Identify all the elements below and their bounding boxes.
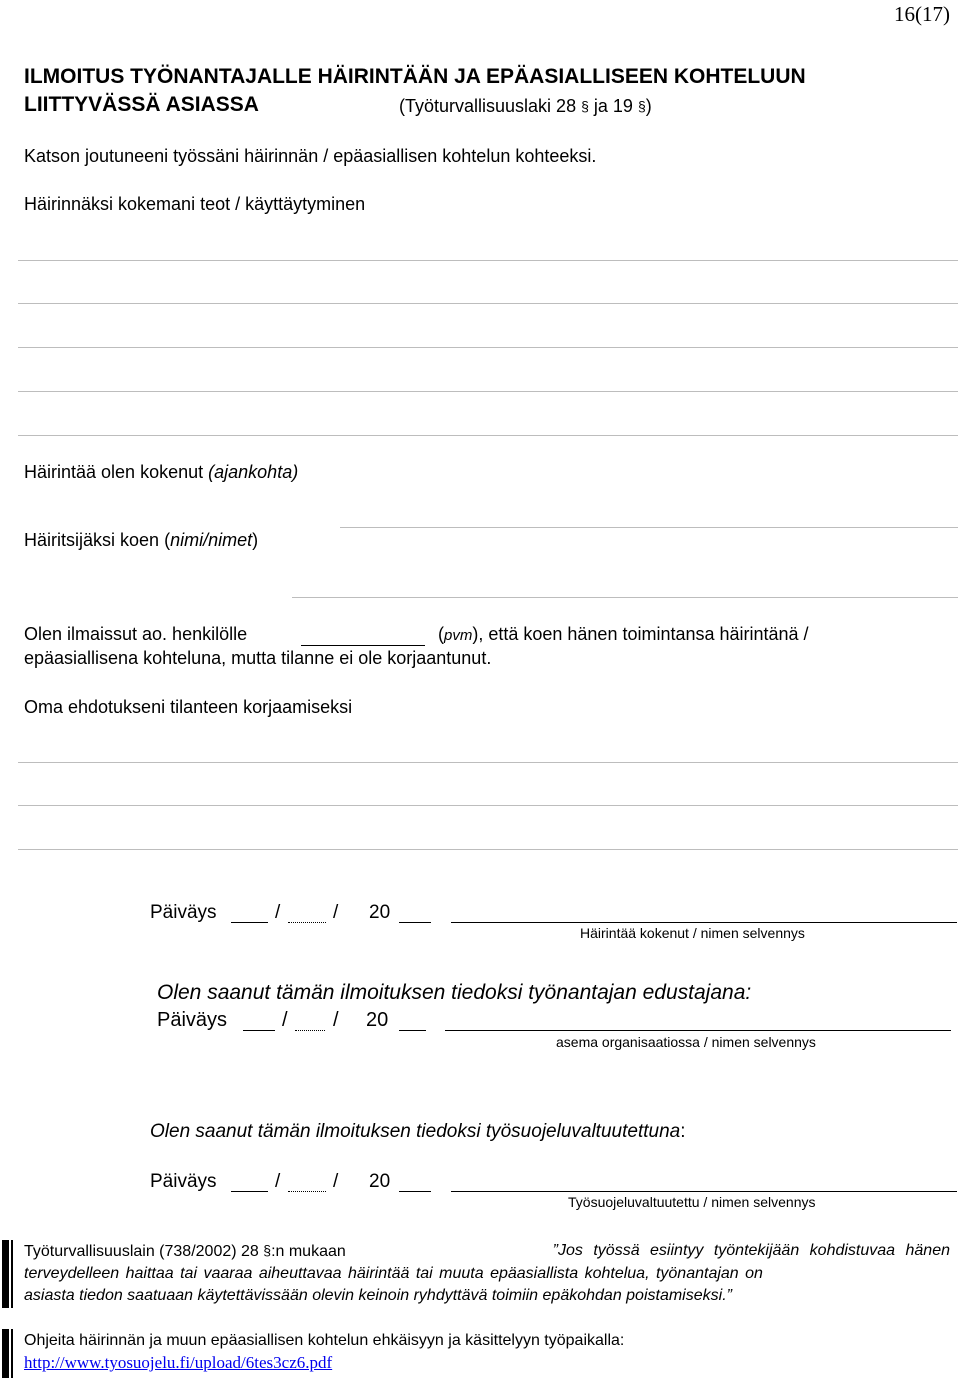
acts-answer-line-4[interactable] <box>18 391 958 392</box>
reported-line1: Olen ilmaissut ao. henkilölle <box>24 624 248 644</box>
law-quote-line2: terveydelleen haittaa tai vaaraa aiheuttavaa häirintää tai muuta epäasiallista kohtelua, työnantajan on <box>24 1265 763 1282</box>
proposal-label: Oma ehdotukseni tilanteen korjaamiseksi <box>24 697 353 717</box>
date-day-field-1[interactable] <box>231 922 268 923</box>
form-title-line2: LIITTYVÄSSÄ ASIASSA <box>24 93 259 116</box>
signature-line-3[interactable] <box>451 1191 957 1192</box>
time-hint: (ajankohta) <box>208 462 299 482</box>
date-year-field-1[interactable] <box>399 922 431 923</box>
employer-ack-text: Olen saanut tämän ilmoituksen tiedoksi työnantajan edustajana: <box>157 981 752 1004</box>
proposal-answer-line-1[interactable] <box>18 762 958 763</box>
rep-ack-text: Olen saanut tämän ilmoituksen tiedoksi työsuojeluvaltuutettuna: <box>150 1121 686 1142</box>
law-quote-line3: asiasta tiedon saatuaan käytettävissään olevin keinoin ryhdyttävä toimiin epäkohdan poistamiseksi.” <box>24 1287 732 1304</box>
date-slash-3a: / <box>275 1171 281 1192</box>
date-month-field-2[interactable] <box>295 1030 325 1031</box>
date-label-3: Päiväys <box>150 1171 217 1192</box>
guide-side-bar-thin <box>11 1329 13 1378</box>
page-number: 16(17) <box>894 2 950 26</box>
date-year-prefix-2: 20 <box>366 1009 389 1031</box>
acts-label: Häirinnäksi kokemani teot / käyttäytyminen <box>24 194 366 214</box>
date-day-field-2[interactable] <box>243 1030 275 1031</box>
acts-answer-line-5[interactable] <box>18 435 958 436</box>
date-month-field-3[interactable] <box>288 1191 326 1192</box>
law-reference: (Työturvallisuuslaki 28 § ja 19 §) <box>399 96 652 116</box>
date-day-field-3[interactable] <box>231 1191 268 1192</box>
reported-line2: epäasiallisena kohteluna, mutta tilanne ei ole korjaantunut. <box>24 648 492 668</box>
date-slash-1b: / <box>333 902 339 923</box>
reported-date-field[interactable] <box>301 645 425 646</box>
guide-link-anchor[interactable]: http://www.tyosuojelu.fi/upload/6tes3cz6.pdf <box>24 1353 333 1372</box>
law-quote-line1: Työturvallisuuslain (738/2002) 28 §:n mukaan ”Jos työssä esiintyy työntekijään kohdistuvaa hänen <box>24 1242 950 1260</box>
harasser-label: Häiritsijäksi koen (nimi/nimet) <box>24 530 259 550</box>
form-title-line1: ILMOITUS TYÖNANTAJALLE HÄIRINTÄÄN JA EPÄASIALLISEEN KOHTELUUN <box>24 65 806 88</box>
acts-answer-line-3[interactable] <box>18 347 958 348</box>
acts-answer-line-1[interactable] <box>18 260 958 261</box>
guide-link[interactable] <box>24 1353 332 1373</box>
pvm-hint: pvm <box>444 627 473 644</box>
date-year-prefix-1: 20 <box>369 902 391 923</box>
date-slash-1a: / <box>275 902 281 923</box>
acts-answer-line-2[interactable] <box>18 303 958 304</box>
signature-line-2[interactable] <box>445 1030 951 1031</box>
harasser-hint: nimi/nimet <box>170 530 253 550</box>
signature-caption-2: asema organisaatiossa / nimen selvennys <box>556 1034 816 1050</box>
proposal-answer-line-3[interactable] <box>18 849 958 850</box>
date-year-prefix-3: 20 <box>369 1171 391 1192</box>
quote-side-bar <box>2 1240 9 1308</box>
time-label: Häirintää olen kokenut (ajankohta) <box>24 462 299 482</box>
harasser-answer-line[interactable] <box>292 597 958 598</box>
guide-side-bar <box>2 1329 9 1378</box>
date-month-field-1[interactable] <box>288 922 326 923</box>
date-slash-3b: / <box>333 1171 339 1192</box>
signature-line-1[interactable] <box>451 922 957 923</box>
law-quote-start: ”Jos työssä esiintyy työntekijään kohdistuvaa hänen <box>552 1242 950 1259</box>
signature-caption-3: Työsuojeluvaltuutettu / nimen selvennys <box>568 1194 816 1210</box>
quote-side-bar-thin <box>11 1240 13 1308</box>
statement-text: Katson joutuneeni työssäni häirinnän / epäasiallisen kohtelun kohteeksi. <box>24 146 597 166</box>
date-year-field-2[interactable] <box>399 1030 426 1031</box>
guide-text: Ohjeita häirinnän ja muun epäasiallisen kohtelun ehkäisyyn ja käsittelyyn työpaikalla: <box>24 1332 625 1349</box>
proposal-answer-line-2[interactable] <box>18 805 958 806</box>
date-label-1: Päiväys <box>150 902 217 923</box>
time-answer-line[interactable] <box>340 527 958 528</box>
date-slash-2a: / <box>282 1009 288 1031</box>
signature-caption-1: Häirintää kokenut / nimen selvennys <box>580 925 805 941</box>
reported-line1-rest: (pvm), että koen hänen toimintansa häirintänä / <box>438 624 809 644</box>
date-label-2: Päiväys <box>157 1009 228 1031</box>
date-slash-2b: / <box>333 1009 339 1031</box>
date-year-field-3[interactable] <box>399 1191 431 1192</box>
